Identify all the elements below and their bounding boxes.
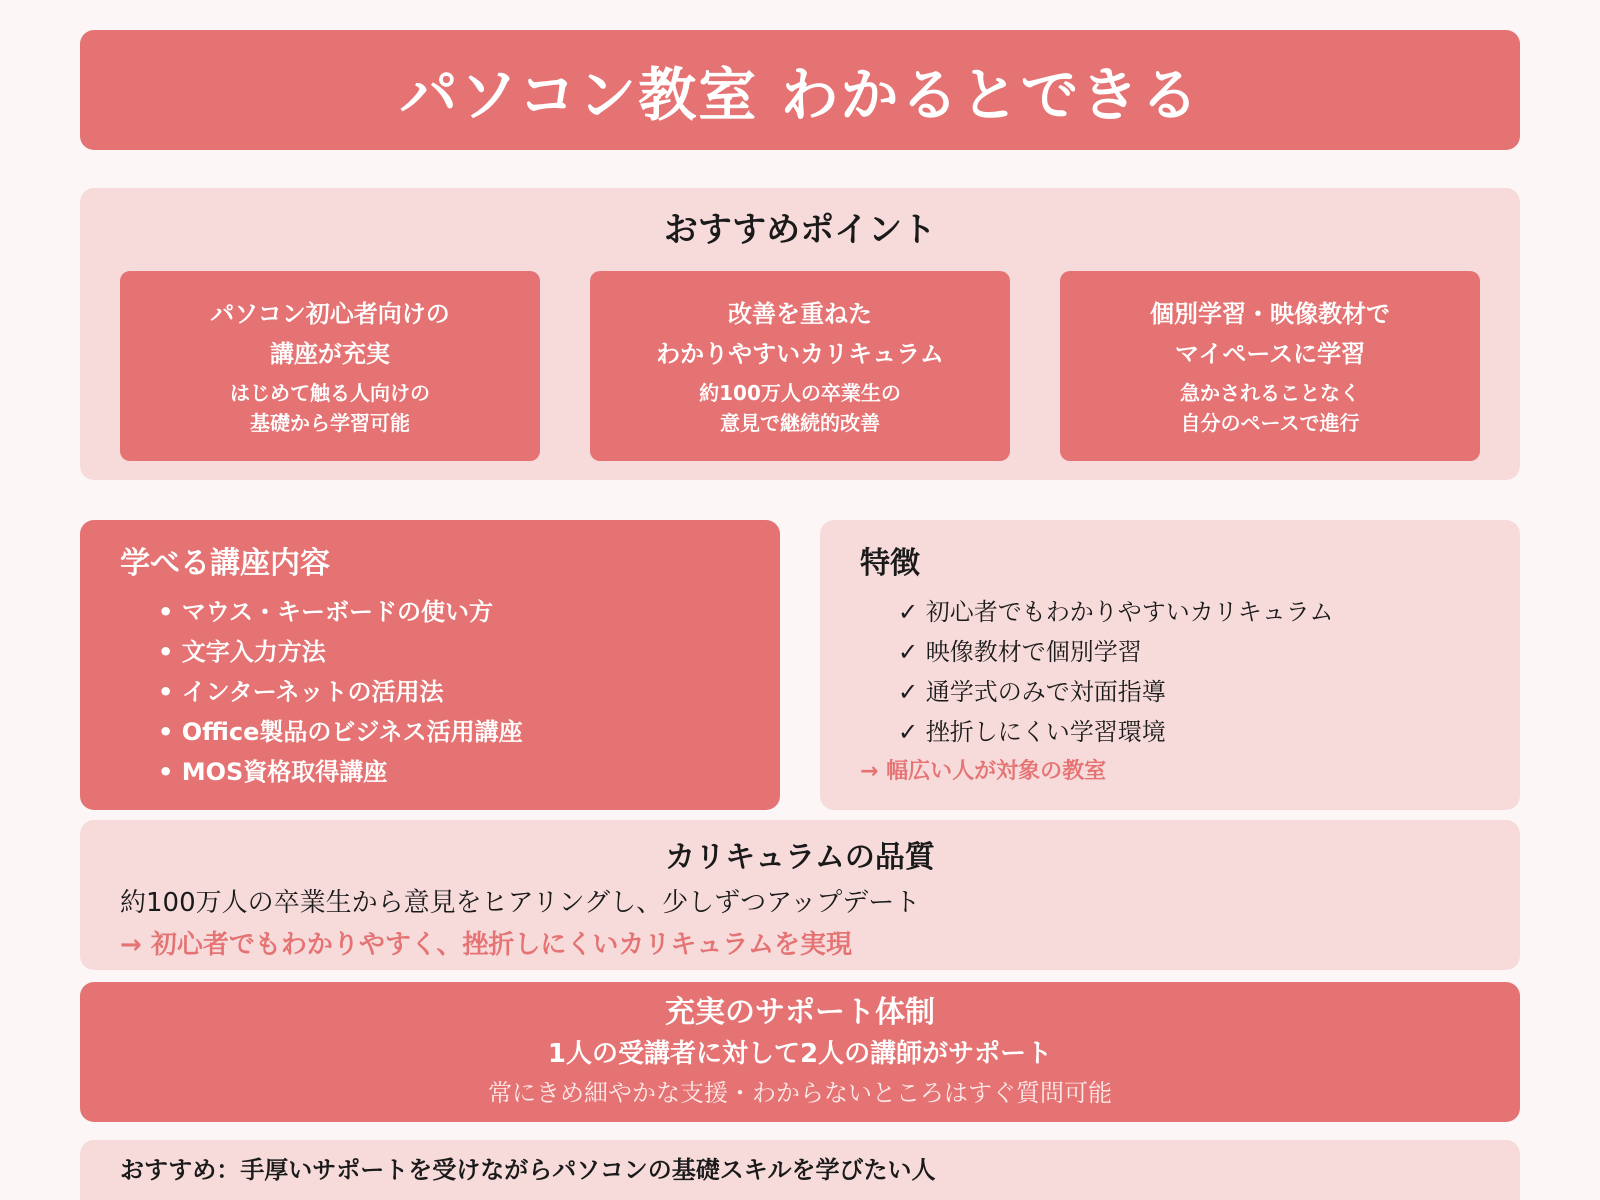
quality-highlight: → 初心者でもわかりやすく、挫折しにくいカリキュラムを実現 [120,930,853,960]
point-card-subtitle [230,378,430,438]
point-card-title: わかりやすいカリキュラム [656,340,944,368]
list-item: • マウス・キーボードの使い方 [158,598,493,626]
point-card-title: 改善を重ねた [728,300,872,328]
quality-heading: カリキュラムの品質 [665,840,935,875]
point-card-subtitle-line: 急かされることなく [1180,381,1360,405]
list-item: • 文字入力方法 [158,638,326,666]
point-card [120,271,540,461]
point-card-title: 個別学習・映像教材で [1150,300,1390,328]
list-item: • MOS資格取得講座 [158,758,388,786]
page-title: パソコン教室 わかるとできる [399,61,1201,129]
courses-list [158,592,523,792]
quality-section [80,820,1520,970]
list-item: ✓ 挫折しにくい学習環境 [898,718,1166,746]
list-item: ✓ 映像教材で個別学習 [898,638,1142,666]
courses-heading: 学べる講座内容 [120,546,330,581]
support-section [80,982,1520,1122]
point-card-subtitle-line: はじめて触る人向けの [230,381,430,405]
point-card [1060,271,1480,461]
features-list [898,592,1334,752]
list-item: ✓ 初心者でもわかりやすいカリキュラム [898,598,1334,626]
point-card-subtitle [699,378,901,438]
recommend-bar [80,1140,1520,1200]
point-card-subtitle-line: 自分のペースで進行 [1180,411,1360,435]
point-card-subtitle [1180,378,1360,438]
quality-text: 約100万人の卒業生から意見をヒアリングし、少しずつアップデート [120,888,921,918]
recommend-text: おすすめ：手厚いサポートを受けながらパソコンの基礎スキルを学びたい人 [120,1156,936,1184]
point-card-subtitle-line: 意見で継続的改善 [720,411,880,435]
point-card-title: パソコン初心者向けの [210,300,450,328]
courses-section [80,520,780,810]
support-text: 1人の受講者に対して2人の講師がサポート [547,1039,1053,1069]
list-item: • インターネットの活用法 [158,678,444,706]
title-banner [80,30,1520,150]
list-item: • Office製品のビジネス活用講座 [158,718,523,746]
points-heading: おすすめポイント [663,210,937,250]
point-card-title: マイペースに学習 [1174,340,1366,368]
point-card-subtitle-line: 基礎から学習可能 [250,411,410,435]
support-heading: 充実のサポート体制 [665,995,935,1030]
point-card-subtitle-line: 約100万人の卒業生の [699,381,901,405]
point-card [590,271,1010,461]
list-item: ✓ 通学式のみで対面指導 [898,678,1166,706]
point-card-title: 講座が充実 [270,340,390,368]
features-heading: 特徴 [860,546,920,581]
support-subtext: 常にきめ細やかな支援・わからないところはすぐ質問可能 [488,1079,1112,1107]
features-note: → 幅広い人が対象の教室 [860,759,1107,784]
recommend-points-section [80,188,1520,480]
features-section [820,520,1520,810]
